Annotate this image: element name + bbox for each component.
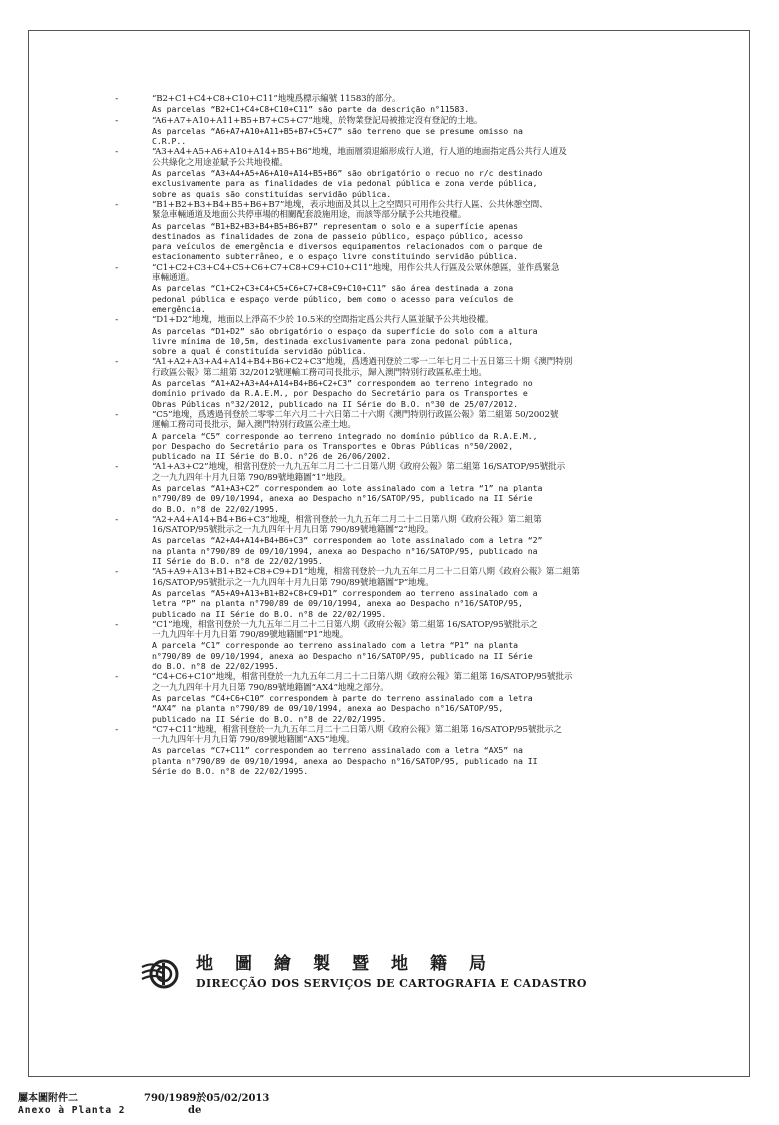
- note-text-zh: “A2+A4+A14+B4+B6+C3”地塊，相當刊登於一九九五年二月二十二日第八期《政府公報》第二組第 16/SATOP/95號批示之一九九四年十月九日第 790/89號地籍圖“2”地段。: [152, 514, 542, 536]
- dscc-logo-icon: [140, 955, 186, 993]
- bullet-dash: -: [114, 199, 120, 210]
- note-item: [114, 115, 708, 147]
- note-text-zh: “C1+C2+C3+C4+C5+C6+C7+C8+C9+C10+C11”地塊，用作公共人行區及公眾休憩區，並作爲緊急 車輛通道。: [152, 262, 560, 284]
- bullet-dash: -: [114, 619, 120, 630]
- note-text-pt: As parcelas “C4+C6+C10” correspondem à parte do terreno assinalado com a letra “AX4” na planta n°790/89 de 09/10/1994, anexa ao Despacho n°16/SATOP/95, publicado na II Série do B.O. n°8 de 22/02/1995.: [152, 692, 533, 724]
- note-item: [114, 619, 708, 672]
- note-text-pt: As parcelas “A1+A3+C2” correspondem ao lote assinalado com a letra “1” na planta n°790/89 de 09/10/1994, anexa ao Despacho n°16/SATOP/95, publicado na II Série do B.O. n°8 de 22/02/1995.: [152, 482, 543, 514]
- note-text-zh: “A6+A7+A10+A11+B5+B7+C5+C7”地塊，於物業登記局被推定沒有登記的土地。: [152, 115, 483, 126]
- note-text-pt: As parcelas “A5+A9+A13+B1+B2+C8+C9+D1” correspondem ao terreno assinalado com a letra “P” na planta n°790/89 de 09/10/1994, anexa ao Despacho n°16/SATOP/95, publicado na II Série do B.O. n°8 de 22/02/1995.: [152, 587, 538, 619]
- bullet-dash: -: [114, 672, 120, 683]
- bullet-dash: -: [114, 94, 120, 104]
- note-item: [114, 94, 708, 115]
- note-text-zh: “C5”地塊，爲透過刊登於二零零二年六月二十六日第二十六期《澳門特別行政區公報》第二組第 50/2002號 運輸工務司司長批示，歸入澳門特別行政區公產土地。: [152, 409, 559, 431]
- note-text-pt: As parcelas “C1+C2+C3+C4+C5+C6+C7+C8+C9+C10+C11” são área destinada a zona pedonal pública e espaço verde público, bem como o acesso para veículos de emergência.: [152, 283, 514, 314]
- note-text-pt: As parcelas “A2+A4+A14+B4+B6+C3” correspondem ao lote assinalado com a letra “2” na planta n°790/89 de 09/10/1994, anexa ao Despacho n°16/SATOP/95, publicado na II Série do B.O. n°8 de 22/02/1995.: [152, 535, 543, 567]
- note-text-zh: “A1+A3+C2”地塊，相當刊登於一九九五年二月二十二日第八期《政府公報》第二組第 16/SATOP/95號批示 之一九九四年十月九日第 790/89號地籍圖“1”地段。: [152, 462, 566, 483]
- note-text-zh: “A5+A9+A13+B1+B2+C8+C9+D1”地塊，相當刊登於一九九五年二月二十二日第八期《政府公報》第二組第 16/SATOP/95號批示之一九九四年十月九日第 790/89號地籍圖“P”地塊。: [152, 567, 580, 588]
- note-text-pt: As parcelas “C7+C11” correspondem ao terreno assinalado com a letra “AX5” na planta n°790/89 de 09/10/1994, anexa ao Despacho n°16/SATOP/95, publicado na II Série do B.O. n°8 de 22/02/1995.: [152, 745, 538, 776]
- note-text-zh: “A3+A4+A5+A6+A10+A14+B5+B6”地塊，地面層須退縮形成行人道，行人道的地面指定爲公共行人道及 公共綠化之用途並賦予公共地役權。: [152, 147, 567, 168]
- note-text-pt: As parcelas “A6+A7+A10+A11+B5+B7+C5+C7” são terreno que se presume omisso na C.R.P..: [152, 125, 523, 147]
- note-text-pt: As parcelas “B2+C1+C4+C8+C10+C11” são parte da descrição n°11583.: [152, 104, 470, 115]
- agency-header: [140, 953, 660, 1013]
- bullet-dash: -: [114, 147, 120, 158]
- note-text-zh: “D1+D2”地塊，地面以上淨高不少於 10.5米的空間指定爲公共行人區並賦予公共地役權。: [152, 315, 494, 326]
- bullet-dash: -: [114, 357, 120, 368]
- bullet-dash: -: [114, 315, 120, 326]
- bullet-dash: -: [114, 514, 120, 525]
- note-item: [114, 409, 708, 462]
- note-text-pt: As parcelas “B1+B2+B3+B4+B5+B6+B7” representam o solo e a superfície apenas destinados as finalidades de zona de passeio público, espaço público, acesso para veículos de emergência e diversos equipamentos relacionados com o parque de estacionamento subterrâneo, e o espaço livre constituindo servidão pública.: [152, 220, 543, 262]
- note-text-zh: “C7+C11”地塊，相當刊登於一九九五年二月二十二日第八期《政府公報》第二組第 16/SATOP/95號批示之 一九九四年十月九日第 790/89號地籍圖“AX5”地塊。: [152, 724, 562, 746]
- note-item: [114, 262, 708, 314]
- annex-label-pt: Anexo à Planta 2: [18, 1105, 126, 1116]
- note-item: [114, 724, 708, 776]
- bullet-dash: -: [114, 409, 120, 420]
- plan-reference: [144, 1093, 284, 1117]
- notes-list: [114, 94, 708, 777]
- note-item: [114, 199, 708, 262]
- note-item: [114, 462, 708, 514]
- note-text-zh: “C4+C6+C10”地塊，相當刊登於一九九五年二月二十二日第八期《政府公報》第二組第 16/SATOP/95號批示 之一九九四年十月九日第 790/89號地籍圖“AX4”地塊之部分。: [152, 672, 573, 693]
- bullet-dash: -: [114, 262, 120, 273]
- bullet-dash: -: [114, 462, 120, 473]
- note-text-zh: “B2+C1+C4+C8+C10+C11”地塊爲標示編號 11583的部分。: [152, 94, 401, 104]
- bullet-dash: -: [114, 724, 120, 735]
- note-item: [114, 672, 708, 724]
- note-item: [114, 357, 708, 409]
- note-text-pt: As parcelas “A1+A2+A3+A4+A14+B4+B6+C2+C3” correspondem ao terreno integrado no domínio privado da R.A.E.M., por Despacho do Secretário para os Transportes e Obras Públicas n°32/2012, publicado na II Série do B.O. n°30 de 25/07/2012.: [152, 378, 533, 409]
- plan-reference-de: de: [188, 1105, 202, 1116]
- annex-label: [18, 1093, 138, 1117]
- note-text-pt: As parcelas “D1+D2” são obrigatório o espaço da superfície do solo com a altura livre mínima de 10,5m, destinada exclusivamente para zona pedonal pública, sobre a qual é constituída servidão pública.: [152, 325, 538, 357]
- annex-label-zh: 屬本圖附件二: [18, 1093, 78, 1104]
- note-text-zh: “B1+B2+B3+B4+B5+B6+B7”地塊，表示地面及其以上之空間只可用作公共行人區、公共休憩空間、 緊急車輛通道及地面公共停車場的相關配套設施用途，而該等部分賦予公共地役權。: [152, 199, 548, 221]
- plan-reference-number: 790/1989於05/02/2013: [144, 1093, 270, 1104]
- agency-name-pt: DIRECÇÃO DOS SERVIÇOS DE CARTOGRAFIA E CADASTRO: [196, 977, 587, 990]
- note-item: [114, 147, 708, 199]
- note-item: [114, 567, 708, 619]
- note-text-pt: A parcela “C5” corresponde ao terreno integrado no domínio público da R.A.E.M., por Despacho do Secretário para os Transportes e Obras Públicas n°50/2002, publicado na II Série do B.O. n°26 de 26/06/2002.: [152, 430, 538, 462]
- bullet-dash: -: [114, 115, 120, 126]
- note-text-pt: A parcela “C1” corresponde ao terreno assinalado com a letra “P1” na planta n°790/89 de 09/10/1994, anexa ao Despacho n°16/SATOP/95, publicado na II Série do B.O. n°8 de 22/02/1995.: [152, 640, 533, 672]
- note-text-zh: “A1+A2+A3+A4+A14+B4+B6+C2+C3”地塊，爲透過刊登於二零一二年七月二十五日第三十期《澳門特別 行政區公報》第二組第 32/2012號運輸工務司司長批示，歸入澳門特別行政區私產土地。: [152, 357, 573, 378]
- note-item: [114, 514, 708, 567]
- note-text-pt: As parcelas “A3+A4+A5+A6+A10+A14+B5+B6” são obrigatório o recuo no r/c destinado exclusivamente para as finalidades de via pedonal pública e zona verde pública, sobre as quais são constituídas servidão pública.: [152, 168, 543, 199]
- bullet-dash: -: [114, 567, 120, 578]
- note-item: [114, 315, 708, 357]
- note-text-zh: “C1”地塊，相當刊登於一九九五年二月二十二日第八期《政府公報》第二組第 16/SATOP/95號批示之 一九九四年十月九日第 790/89號地籍圖“P1”地塊。: [152, 619, 538, 641]
- agency-name-zh: 地圖繪製暨地籍局: [196, 954, 508, 974]
